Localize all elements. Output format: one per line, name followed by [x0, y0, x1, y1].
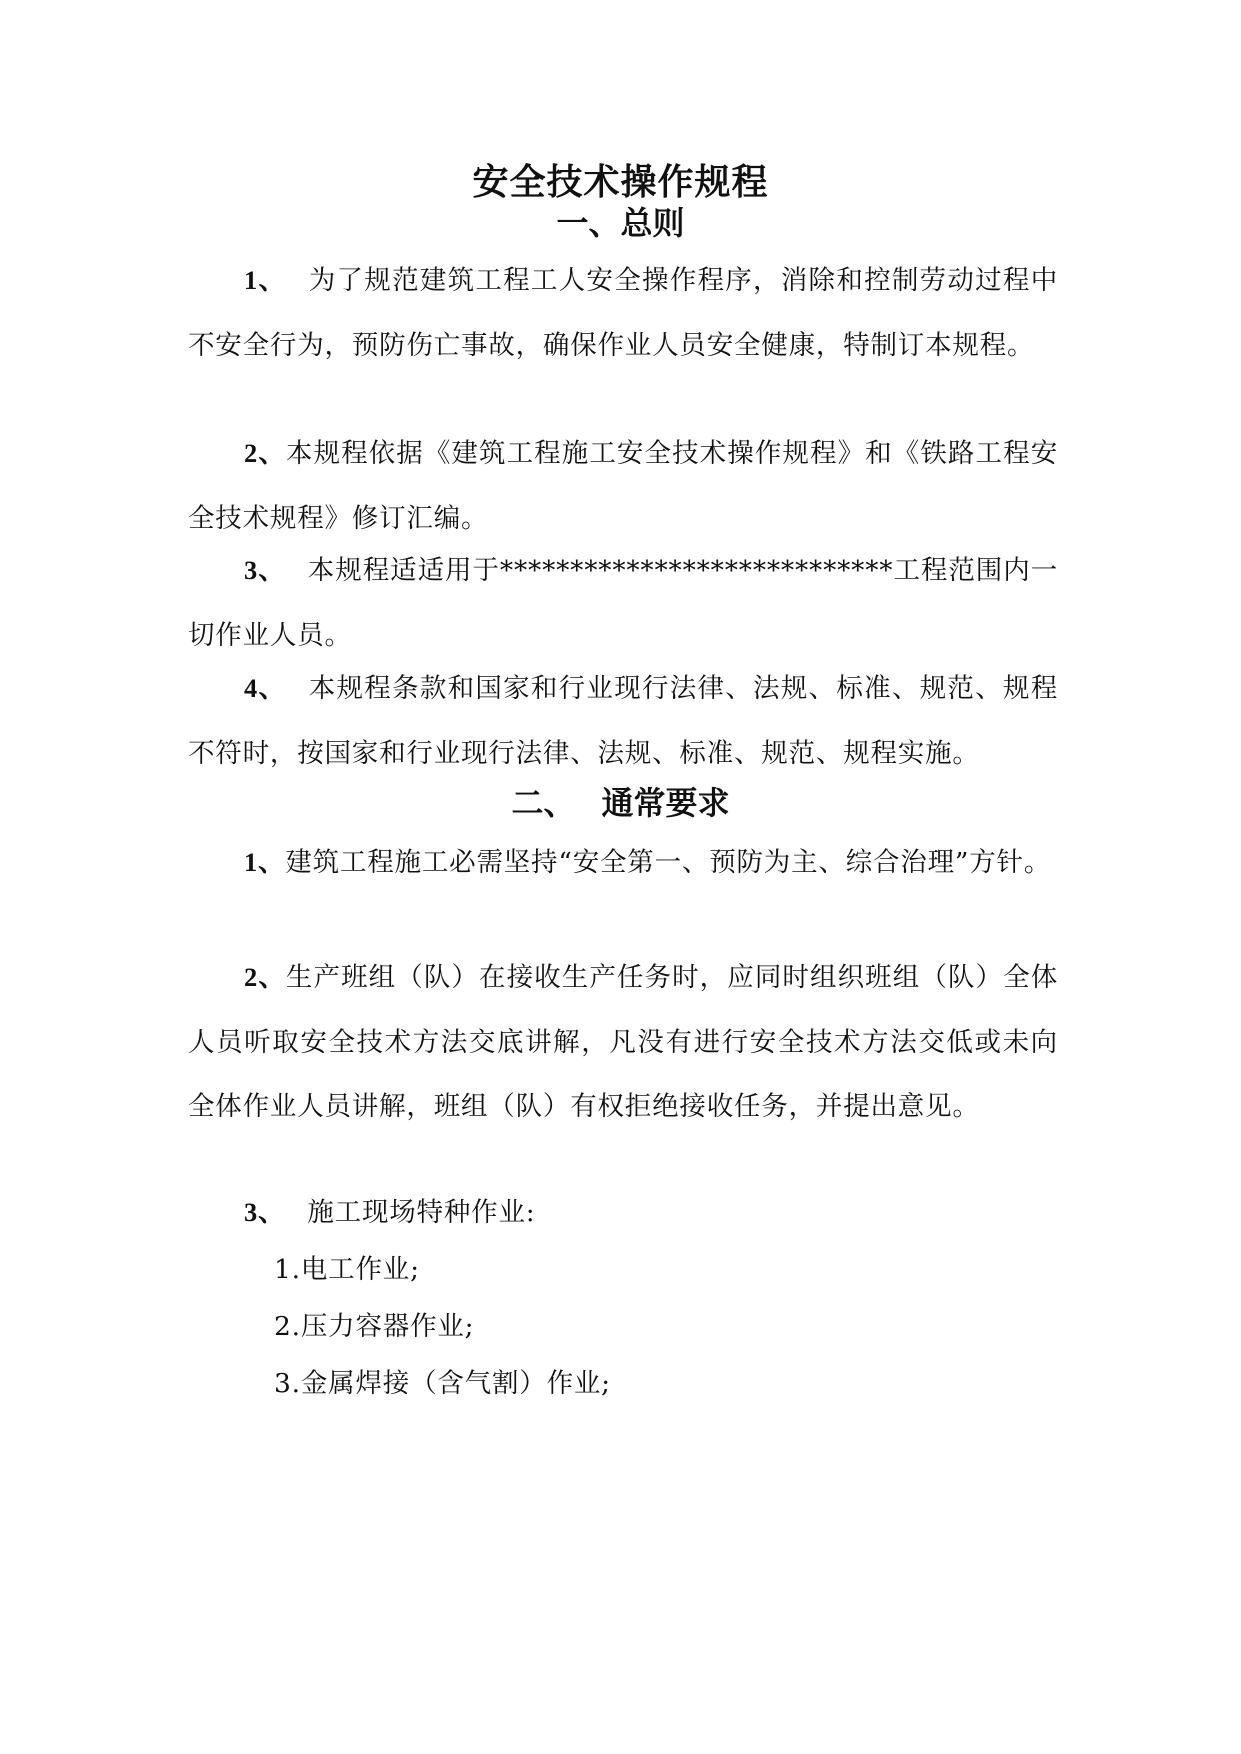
clause-number: 3、 [244, 555, 286, 585]
section-heading-general [0, 200, 1241, 246]
clause-text: 施工现场特种作业: [307, 1197, 536, 1228]
section-title: 总则 [620, 204, 685, 242]
section-title: 通常要求 [601, 784, 730, 822]
clause-text: 本规程适适用于****************************工程范围内一切作业人员。 [188, 555, 1058, 651]
clause-text: 本规程依据《建筑工程施工安全技术操作规程》和《铁路工程安全技术规程》修订汇编。 [188, 438, 1058, 534]
clause-text: 生产班组（队）在接收生产任务时，应同时组织班组（队）全体人员听取安全技术方法交底讲解，凡没有进行安全技术方法交低或未向全体作业人员讲解，班组（队）有权拒绝接收任务，并提出意见。 [188, 962, 1058, 1122]
clause-text: 本规程条款和国家和行业现行法律、法规、标准、规范、规程不符时，按国家和行业现行法律、法规、标准、规范、规程实施。 [188, 673, 1058, 769]
clause-text: 建筑工程施工必需坚持“安全第一、预防为主、综合治理”方针。 [285, 847, 1052, 878]
clause-number: 2、 [244, 962, 286, 992]
clause-paragraph [188, 656, 1058, 786]
section-number: 二、 [511, 784, 576, 822]
clause-text: 为了规范建筑工程工人安全操作程序，消除和控制劳动过程中不安全行为，预防伤亡事故，确保作业人员安全健康，特制订本规程。 [188, 265, 1058, 361]
clause-number: 1、 [244, 847, 286, 877]
sub-item: 1.电工作业; [274, 1254, 420, 1285]
section-heading-general-requirements [0, 780, 1241, 826]
clause-paragraph [188, 1180, 1058, 1246]
clause-number: 3、 [244, 1197, 286, 1227]
sub-item: 2.压力容器作业; [274, 1311, 475, 1342]
document-title: 安全技术操作规程 [472, 162, 769, 203]
clause-paragraph [188, 830, 1058, 896]
section-number: 一、 [556, 204, 621, 242]
clause-paragraph [188, 248, 1058, 378]
clause-paragraph [188, 538, 1058, 668]
clause-number: 1、 [244, 265, 287, 295]
clause-number: 2、 [244, 438, 286, 468]
clause-paragraph [188, 421, 1058, 551]
clause-number: 4、 [244, 673, 287, 703]
sub-item: 3.金属焊接（含气割）作业; [274, 1368, 611, 1399]
clause-paragraph [188, 945, 1058, 1140]
